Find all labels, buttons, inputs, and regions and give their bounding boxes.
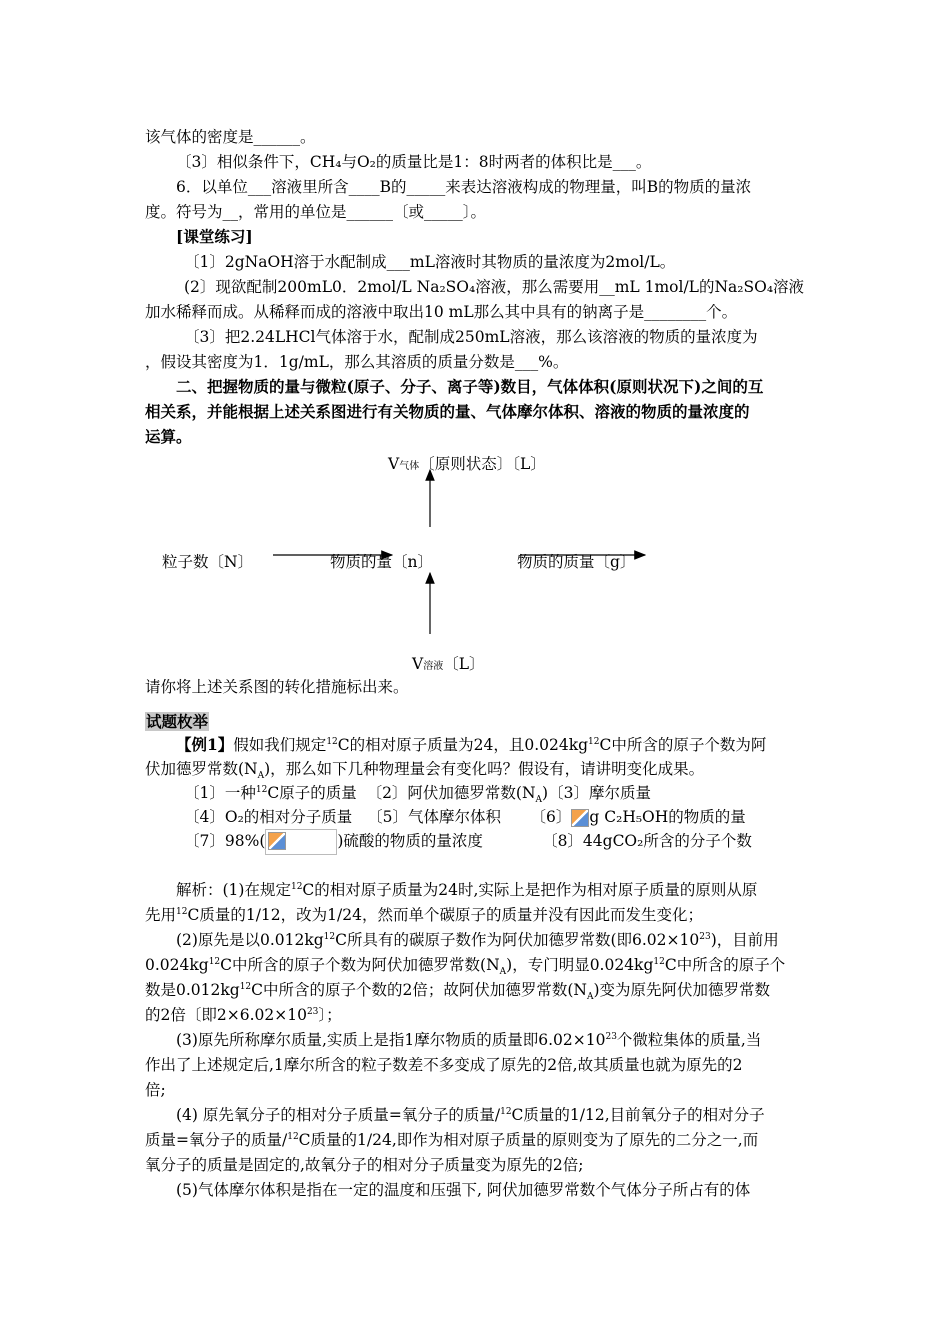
- text-line: 〔1〕2gNaOH溶于水配制成___mL溶液时其物质的量浓度为2mol/L。: [184, 253, 676, 271]
- example-question: 伏加德罗常数$(N_A)$，那么如下几种物理量会有变化吗？假设有，请讲明变化成果。: [145, 760, 705, 782]
- example-items: 〔1〕一种$^{12}$C原子的质量 〔2〕阿伏加德罗常数$(N_A)$〔3〕摩尔质量: [184, 784, 651, 806]
- analysis-line: $0.024kg^{12}C$中所含的原子个数为阿伏加德罗常数$(N_A)$，专门明显$0.024kg^{12}C$中所含的原子个: [145, 956, 786, 978]
- diagram-center-label: 物质的量〔n〕: [330, 553, 433, 571]
- example-items: 〔4〕O₂的相对分子质量 〔5〕气体摩尔体积 〔6〕 g C₂H₅OH的物质的量: [184, 808, 746, 826]
- diagram-left-label: 粒子数〔N〕: [162, 553, 254, 571]
- bold-heading-line: 运算。: [145, 427, 192, 446]
- analysis-line: 的2倍〔即$2\times 6.02\times 10^{23}$〕；: [145, 1006, 342, 1024]
- text-line: 该气体的密度是______。: [145, 128, 316, 146]
- text-line: 〔3〕相似条件下，CH₄与O₂的质量比是1：8时两者的体积比是___。: [176, 153, 652, 171]
- analysis-line: (4) 原先氧分子的相对分子质量=氧分子的质量/$^{12}$C质量的1/12,目前氧分子的相对分子: [176, 1106, 765, 1124]
- text-line: 6．以单位___溶液里所含____B的_____来表达溶液构成的物理量，叫B的物质的量浓: [176, 178, 752, 196]
- bold-heading-line: 二、把握物质的量与微粒(原子、分子、离子等)数目，气体体积(原则状况下)之间的互: [176, 377, 764, 396]
- analysis-line: (2)原先是以$0.012kg^{12}C$所具有的碳原子数作为阿伏加德罗常数(即$6.02\times 10^{23}$)，目前用: [176, 931, 779, 949]
- text-line: 度。符号为__，常用的单位是______〔或_____〕。: [145, 203, 487, 221]
- analysis-line: 先用$^{12}$C质量的1/12，改为1/24，然而单个碳原子的质量并没有因此而发生变化；: [145, 906, 703, 924]
- analysis-line: 数是$0.012kg^{12}C$中所含的原子个数的2倍；故阿伏加德罗常数$(N_A)$变为原先阿伏加德罗常数: [145, 981, 771, 1003]
- diagram-right-label: 物质的质量〔g〕: [517, 553, 636, 571]
- analysis-line: 作出了上述规定后,1摩尔所含的粒子数差不多变成了原先的2倍,故其质量也就为原先的2: [145, 1056, 743, 1074]
- text-line: 加水稀释而成。从稀释而成的溶液中取出10 mL那么其中具有的钠离子是________个。: [145, 303, 738, 321]
- bold-heading-line: 相关系，并能根据上述关系图进行有关物质的量、气体摩尔体积、溶液的物质的量浓度的: [145, 402, 750, 421]
- missing-image-icon: [268, 832, 286, 850]
- diagram-bottom-label: V溶液〔L〕: [412, 655, 485, 673]
- example-items: 〔7〕98%( )硫酸的物质的量浓度 〔8〕44gCO₂所含的分子个数: [184, 829, 846, 855]
- text-line: 〔3〕把2.24LHCl气体溶于水，配制成250mL溶液，那么该溶液的物质的量浓度为: [184, 328, 758, 346]
- analysis-line: 氧分子的质量是固定的,故氧分子的相对分子质量变为原先的2倍;: [145, 1156, 584, 1174]
- text-line: (2〕现欲配制200mL0．2mol/L Na₂SO₄溶液，那么需要用__mL 1mol/L的Na₂SO₄溶液: [184, 278, 805, 296]
- analysis-line: (3)原先所称摩尔质量,实质上是指1摩尔物质的质量即$6.02\times 10^{23}$个微粒集体的质量,当: [176, 1031, 762, 1049]
- analysis-line: 倍;: [145, 1081, 166, 1099]
- example-question: 【例1】假如我们规定$^{12}$C的相对原子质量为24，且$0.024kg^{12}C$中所含的原子个数为阿: [176, 735, 767, 754]
- section-heading: 试题枚举: [146, 712, 209, 731]
- missing-image-icon: [571, 809, 589, 827]
- text-line: 请你将上述关系图的转化措施标出来。: [145, 678, 409, 696]
- missing-image-box: [265, 829, 337, 855]
- analysis-line: 解析：(1)在规定$^{12}$C的相对原子质量为24时,实际上是把作为相对原子质量的原则从原: [176, 881, 758, 899]
- text-line: ，假设其密度为1．1g/mL，那么其溶质的质量分数是___%。: [145, 353, 569, 371]
- section-label: [课堂练习]: [176, 227, 253, 246]
- analysis-line: 质量=氧分子的质量/$^{12}$C质量的1/24,即作为相对原子质量的原则变为了原先的二分之一,而: [145, 1131, 759, 1149]
- diagram-top-label: V气体〔原则状态〕〔L〕: [388, 455, 546, 473]
- analysis-line: (5)气体摩尔体积是指在一定的温度和压强下, 阿伏加德罗常数个气体分子所占有的体: [176, 1181, 751, 1199]
